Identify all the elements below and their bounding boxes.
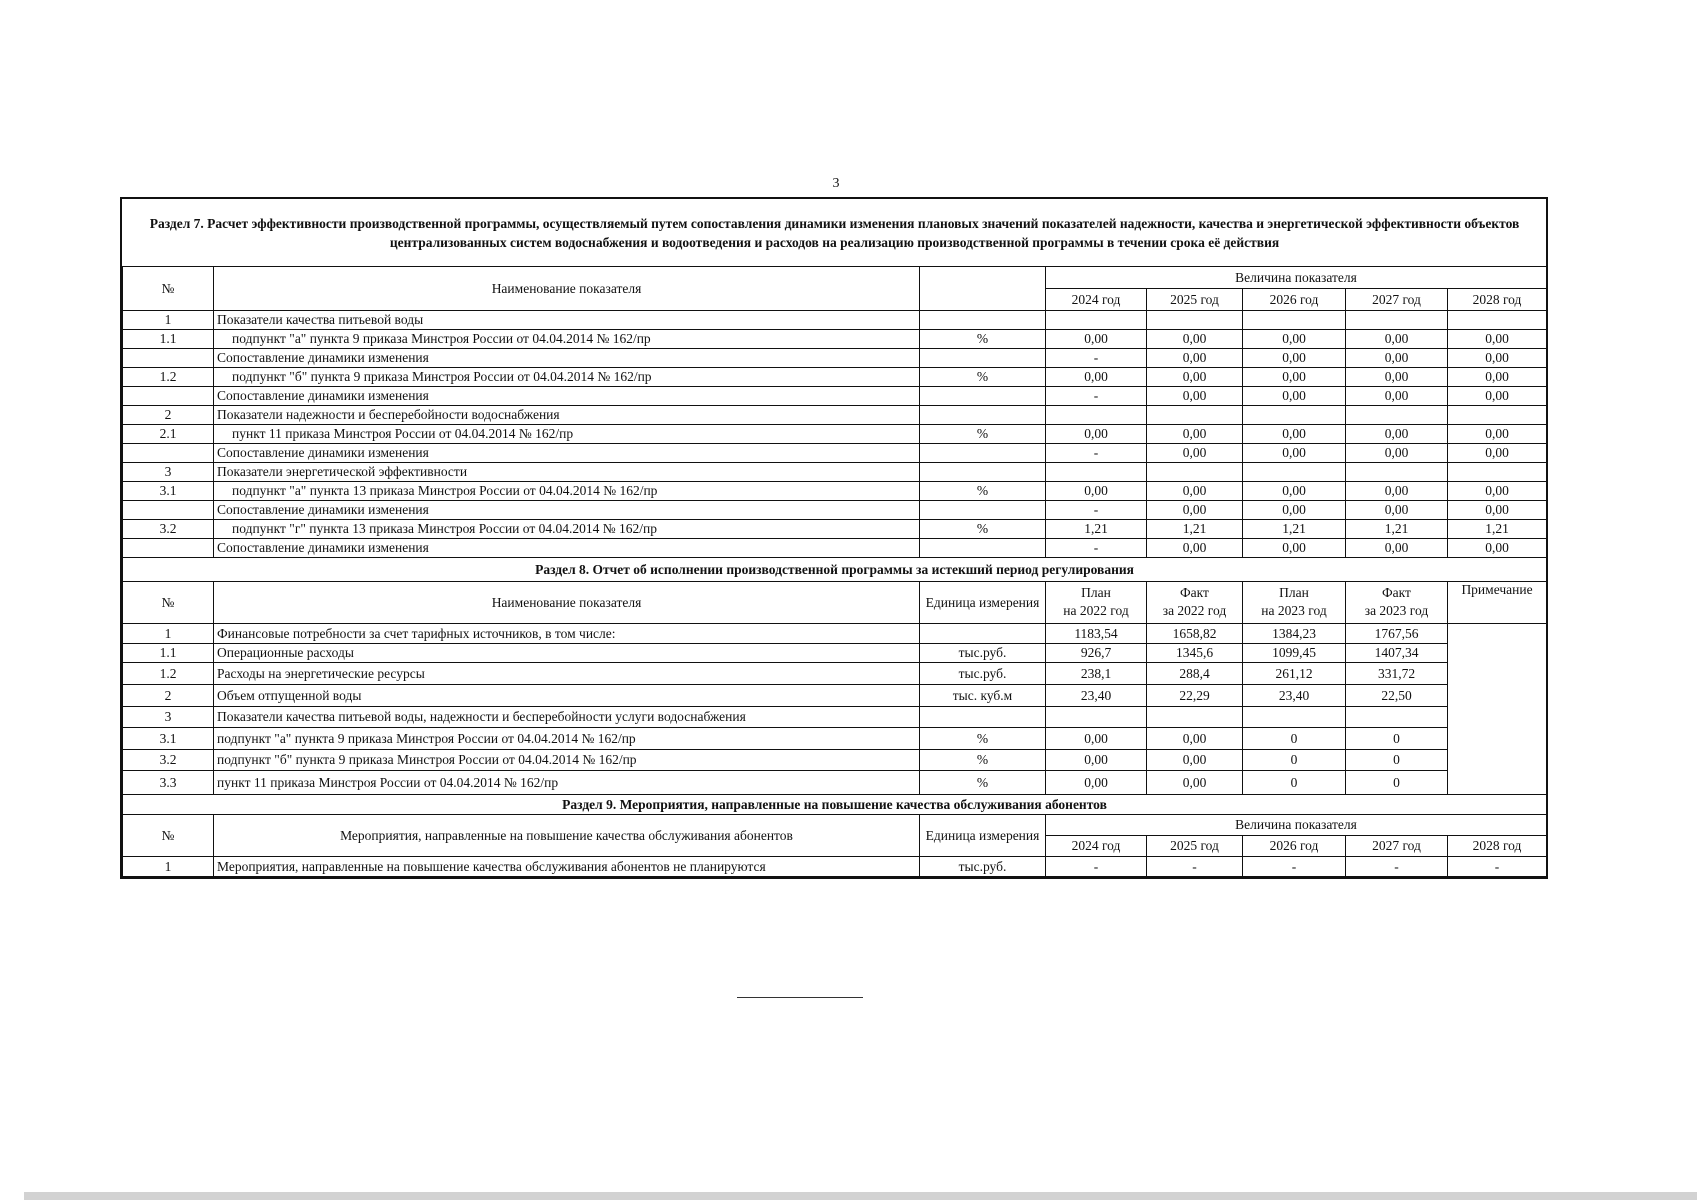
row-number <box>123 500 214 519</box>
row-unit: % <box>920 367 1046 386</box>
s7-year: 2026 год <box>1243 288 1346 310</box>
row-number: 3.2 <box>123 749 214 770</box>
row-unit: % <box>920 727 1046 749</box>
row-note <box>1448 623 1547 794</box>
row-value: 22,29 <box>1147 684 1243 706</box>
s8-col-note: Примечание <box>1448 581 1547 623</box>
row-value: 1658,82 <box>1147 623 1243 643</box>
row-name: Сопоставление динамики изменения <box>214 443 920 462</box>
row-unit: тыс.руб. <box>920 856 1046 876</box>
s9-col-name: Мероприятия, направленные на повышение качества обслуживания абонентов <box>214 814 920 856</box>
row-unit <box>920 538 1046 557</box>
row-value: 0,00 <box>1448 329 1547 348</box>
row-unit: % <box>920 770 1046 794</box>
row-value: 0,00 <box>1346 443 1448 462</box>
row-value <box>1346 706 1448 727</box>
row-name: Сопоставление динамики изменения <box>214 386 920 405</box>
row-value <box>1147 706 1243 727</box>
row-value <box>1243 706 1346 727</box>
row-name: Финансовые потребности за счет тарифных источников, в том числе: <box>214 623 920 643</box>
s7-col-unit <box>920 266 1046 310</box>
section8-title: Раздел 8. Отчет об исполнении производственной программы за истекший период регулирования <box>123 557 1547 581</box>
row-value: 288,4 <box>1147 662 1243 684</box>
row-value: 0,00 <box>1147 348 1243 367</box>
row-name: подпункт "б" пункта 9 приказа Минстроя России от 04.04.2014 № 162/пр <box>214 749 920 770</box>
row-unit <box>920 443 1046 462</box>
table-row <box>123 519 1547 538</box>
s8-col-plan-2022: План на 2022 год <box>1046 581 1147 623</box>
row-number: 2 <box>123 405 214 424</box>
row-value: 0 <box>1243 749 1346 770</box>
row-unit: % <box>920 519 1046 538</box>
row-value: 0,00 <box>1147 727 1243 749</box>
footer-rule <box>737 997 863 998</box>
s7-year: 2028 год <box>1448 288 1547 310</box>
row-value <box>1243 405 1346 424</box>
row-value: 0,00 <box>1346 386 1448 405</box>
document-table <box>120 197 1548 879</box>
row-value: 0,00 <box>1346 500 1448 519</box>
table-row <box>123 727 1547 749</box>
row-name: подпункт "а" пункта 9 приказа Минстроя России от 04.04.2014 № 162/пр <box>214 329 920 348</box>
row-value: 0,00 <box>1448 481 1547 500</box>
row-number: 1.2 <box>123 662 214 684</box>
row-value: 0,00 <box>1046 770 1147 794</box>
row-value: 0,00 <box>1448 538 1547 557</box>
row-number: 3 <box>123 462 214 481</box>
row-value: 1,21 <box>1147 519 1243 538</box>
s9-year: 2027 год <box>1346 835 1448 856</box>
row-value: - <box>1046 348 1147 367</box>
row-value: 0,00 <box>1346 348 1448 367</box>
row-number <box>123 443 214 462</box>
s8-col-fact-2023: Факт за 2023 год <box>1346 581 1448 623</box>
s7-col-value: Величина показателя <box>1046 266 1547 288</box>
row-value: 0 <box>1346 749 1448 770</box>
row-value: 0,00 <box>1448 500 1547 519</box>
row-value: - <box>1147 856 1243 876</box>
table-row <box>123 623 1547 643</box>
row-value: 1,21 <box>1046 519 1147 538</box>
row-value: - <box>1046 443 1147 462</box>
row-value: 0,00 <box>1147 749 1243 770</box>
table-row <box>123 500 1547 519</box>
row-value <box>1243 462 1346 481</box>
row-value: 0,00 <box>1147 481 1243 500</box>
table-row <box>123 643 1547 662</box>
s9-col-unit: Единица измерения <box>920 814 1046 856</box>
row-value: 331,72 <box>1346 662 1448 684</box>
s8-col-num: № <box>123 581 214 623</box>
table-row <box>123 770 1547 794</box>
row-value: 1,21 <box>1243 519 1346 538</box>
row-value: 0,00 <box>1046 367 1147 386</box>
s9-year: 2024 год <box>1046 835 1147 856</box>
s8-col-unit: Единица измерения <box>920 581 1046 623</box>
row-value <box>1046 706 1147 727</box>
row-value: 238,1 <box>1046 662 1147 684</box>
row-value: 0,00 <box>1243 386 1346 405</box>
row-unit <box>920 623 1046 643</box>
row-value: - <box>1046 386 1147 405</box>
row-number: 1 <box>123 856 214 876</box>
table-row <box>123 481 1547 500</box>
row-name: подпункт "б" пункта 9 приказа Минстроя России от 04.04.2014 № 162/пр <box>214 367 920 386</box>
row-unit: % <box>920 749 1046 770</box>
row-unit: тыс.руб. <box>920 662 1046 684</box>
table-row <box>123 684 1547 706</box>
row-value: 0,00 <box>1046 727 1147 749</box>
row-value: 0,00 <box>1147 367 1243 386</box>
row-value: 0,00 <box>1046 424 1147 443</box>
row-value <box>1448 462 1547 481</box>
row-name: пункт 11 приказа Минстроя России от 04.04.2014 № 162/пр <box>214 770 920 794</box>
row-value: 0,00 <box>1346 367 1448 386</box>
table-row <box>123 462 1547 481</box>
row-value: 0,00 <box>1243 443 1346 462</box>
row-value: 926,7 <box>1046 643 1147 662</box>
row-number: 1.1 <box>123 643 214 662</box>
table-row <box>123 367 1547 386</box>
s8-col-name: Наименование показателя <box>214 581 920 623</box>
row-unit <box>920 500 1046 519</box>
row-name: Показатели качества питьевой воды <box>214 310 920 329</box>
row-number <box>123 386 214 405</box>
row-value: 261,12 <box>1243 662 1346 684</box>
row-value: - <box>1046 538 1147 557</box>
row-value: 0,00 <box>1346 538 1448 557</box>
s9-year: 2028 год <box>1448 835 1547 856</box>
row-unit: тыс. куб.м <box>920 684 1046 706</box>
row-value <box>1147 462 1243 481</box>
row-unit: % <box>920 481 1046 500</box>
row-value: 0,00 <box>1147 424 1243 443</box>
row-unit <box>920 386 1046 405</box>
row-value <box>1046 310 1147 329</box>
row-value <box>1346 405 1448 424</box>
row-name: Операционные расходы <box>214 643 920 662</box>
table-row <box>123 749 1547 770</box>
row-unit <box>920 310 1046 329</box>
row-value: 1099,45 <box>1243 643 1346 662</box>
row-value <box>1147 310 1243 329</box>
row-value: 1183,54 <box>1046 623 1147 643</box>
row-value <box>1243 310 1346 329</box>
row-value: 0,00 <box>1243 367 1346 386</box>
s8-col-plan-2023: План на 2023 год <box>1243 581 1346 623</box>
row-unit: % <box>920 329 1046 348</box>
row-name: подпункт "а" пункта 9 приказа Минстроя России от 04.04.2014 № 162/пр <box>214 727 920 749</box>
s9-col-value: Величина показателя <box>1046 814 1547 835</box>
s9-year: 2025 год <box>1147 835 1243 856</box>
row-unit <box>920 348 1046 367</box>
table-row <box>123 310 1547 329</box>
table-row <box>123 856 1547 876</box>
row-name: Показатели качества питьевой воды, надежности и бесперебойности услуги водоснабжения <box>214 706 920 727</box>
row-value: 0,00 <box>1046 481 1147 500</box>
table-row <box>123 443 1547 462</box>
row-number: 2.1 <box>123 424 214 443</box>
row-name: Объем отпущенной воды <box>214 684 920 706</box>
row-name: Показатели надежности и бесперебойности водоснабжения <box>214 405 920 424</box>
row-value: 0,00 <box>1147 443 1243 462</box>
row-unit: % <box>920 424 1046 443</box>
row-value: 0 <box>1346 770 1448 794</box>
row-number: 3.1 <box>123 727 214 749</box>
row-value: 0,00 <box>1346 424 1448 443</box>
row-number: 3 <box>123 706 214 727</box>
row-value: 0,00 <box>1243 329 1346 348</box>
row-number: 3.1 <box>123 481 214 500</box>
row-number <box>123 538 214 557</box>
row-number: 1.2 <box>123 367 214 386</box>
row-value: - <box>1448 856 1547 876</box>
row-value: 1345,6 <box>1147 643 1243 662</box>
s8-col-fact-2022: Факт за 2022 год <box>1147 581 1243 623</box>
row-unit <box>920 462 1046 481</box>
row-value <box>1046 462 1147 481</box>
row-value: 23,40 <box>1046 684 1147 706</box>
row-value: 1407,34 <box>1346 643 1448 662</box>
row-value: 0 <box>1243 770 1346 794</box>
row-value: 1,21 <box>1448 519 1547 538</box>
row-value <box>1448 405 1547 424</box>
s9-col-num: № <box>123 814 214 856</box>
row-value: 0 <box>1243 727 1346 749</box>
row-number: 1 <box>123 623 214 643</box>
row-value: 0,00 <box>1243 481 1346 500</box>
table-row <box>123 662 1547 684</box>
row-value: 0,00 <box>1448 443 1547 462</box>
row-name: Сопоставление динамики изменения <box>214 500 920 519</box>
table-row <box>123 538 1547 557</box>
row-unit: тыс.руб. <box>920 643 1046 662</box>
s7-col-num: № <box>123 266 214 310</box>
s7-year: 2025 год <box>1147 288 1243 310</box>
section9-title: Раздел 9. Мероприятия, направленные на повышение качества обслуживания абонентов <box>123 794 1547 814</box>
row-value: 0,00 <box>1147 329 1243 348</box>
row-value: 23,40 <box>1243 684 1346 706</box>
row-number: 2 <box>123 684 214 706</box>
row-name: подпункт "а" пункта 13 приказа Минстроя России от 04.04.2014 № 162/пр <box>214 481 920 500</box>
table-row <box>123 386 1547 405</box>
row-value: 0,00 <box>1243 500 1346 519</box>
row-name: Мероприятия, направленные на повышение качества обслуживания абонентов не планируются <box>214 856 920 876</box>
row-name: подпункт "г" пункта 13 приказа Минстроя России от 04.04.2014 № 162/пр <box>214 519 920 538</box>
row-unit <box>920 706 1046 727</box>
table-row <box>123 329 1547 348</box>
row-unit <box>920 405 1046 424</box>
row-value: - <box>1046 856 1147 876</box>
row-number: 3.2 <box>123 519 214 538</box>
row-value: 0,00 <box>1346 329 1448 348</box>
row-value <box>1448 310 1547 329</box>
row-value: 0,00 <box>1448 386 1547 405</box>
s7-year: 2027 год <box>1346 288 1448 310</box>
row-value: 0,00 <box>1147 500 1243 519</box>
page-number: 3 <box>832 176 840 191</box>
row-value: 1384,23 <box>1243 623 1346 643</box>
row-name: Расходы на энергетические ресурсы <box>214 662 920 684</box>
row-name: Сопоставление динамики изменения <box>214 348 920 367</box>
row-value: - <box>1046 500 1147 519</box>
s9-year: 2026 год <box>1243 835 1346 856</box>
row-value: 0,00 <box>1448 367 1547 386</box>
row-value: - <box>1346 856 1448 876</box>
row-number <box>123 348 214 367</box>
row-value: 0,00 <box>1147 770 1243 794</box>
row-value: 1,21 <box>1346 519 1448 538</box>
row-value: 0,00 <box>1448 424 1547 443</box>
s7-year: 2024 год <box>1046 288 1147 310</box>
row-name: Сопоставление динамики изменения <box>214 538 920 557</box>
row-value <box>1147 405 1243 424</box>
row-value: 0,00 <box>1448 348 1547 367</box>
section7-title: Раздел 7. Расчет эффективности производственной программы, осуществляемый путем сопоставления динамики изменения плановых значений показателей надежности, качества и энергетической эффективности объектов централизованных систем водоснабжения и водоотведения и расходов на реализацию производственной программы в течении срока её действия <box>123 199 1547 266</box>
row-value: 0,00 <box>1046 749 1147 770</box>
row-value <box>1046 405 1147 424</box>
row-value: 0,00 <box>1243 348 1346 367</box>
row-name: Показатели энергетической эффективности <box>214 462 920 481</box>
row-number: 3.3 <box>123 770 214 794</box>
row-value: 0,00 <box>1147 386 1243 405</box>
row-value: 22,50 <box>1346 684 1448 706</box>
s7-col-name: Наименование показателя <box>214 266 920 310</box>
row-number: 1.1 <box>123 329 214 348</box>
row-value: 0,00 <box>1346 481 1448 500</box>
row-value <box>1346 462 1448 481</box>
table-row <box>123 348 1547 367</box>
row-value <box>1346 310 1448 329</box>
row-value: 0 <box>1346 727 1448 749</box>
row-value: 0,00 <box>1046 329 1147 348</box>
table-row <box>123 405 1547 424</box>
row-value: 1767,56 <box>1346 623 1448 643</box>
table-row <box>123 424 1547 443</box>
row-value: - <box>1243 856 1346 876</box>
row-value: 0,00 <box>1147 538 1243 557</box>
row-value: 0,00 <box>1243 424 1346 443</box>
row-value: 0,00 <box>1243 538 1346 557</box>
row-number: 1 <box>123 310 214 329</box>
scan-edge-bar <box>24 1192 1697 1200</box>
table-row <box>123 706 1547 727</box>
row-name: пункт 11 приказа Минстроя России от 04.04.2014 № 162/пр <box>214 424 920 443</box>
